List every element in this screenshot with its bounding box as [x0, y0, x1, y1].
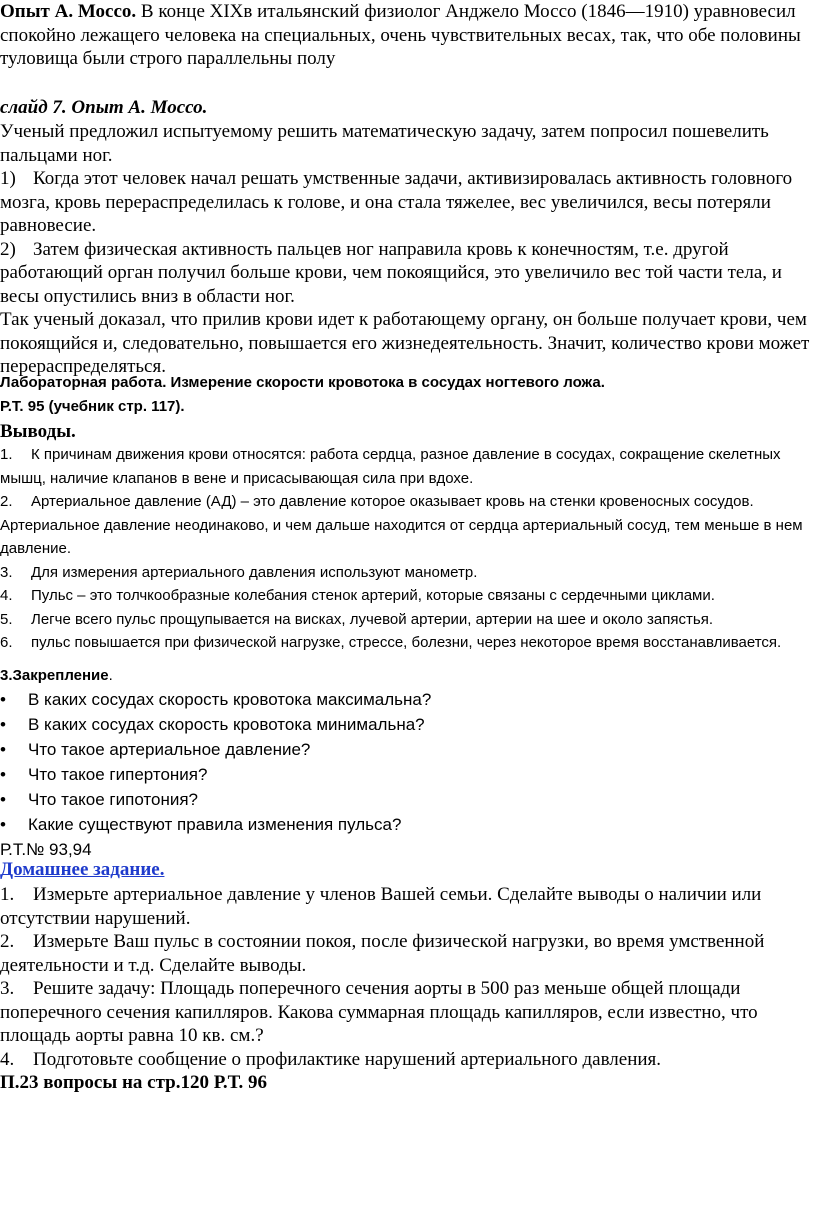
consolidation-title-suffix: . [108, 667, 113, 684]
question-item [0, 687, 812, 712]
consolidation-title: 3.Закрепление [0, 667, 109, 684]
conclusion-number: 6. [0, 634, 13, 651]
homework-text: Решите задачу: Площадь поперечного сечения аорты в 500 раз меньше общей площади поперечного сечения капилляров. Какова суммарная площадь капилляров, если известно, что площадь аорты равна 10 кв. см.? [0, 978, 758, 1046]
slide-item-number: 2) [0, 238, 16, 260]
slide-title: слайд 7. Опыт А. Моссо. [0, 97, 208, 118]
homework-footer: П.23 вопросы на стр.120 Р.Т. 96 [0, 1072, 267, 1093]
workbook-reference: Р.Т.№ 93,94 [0, 840, 92, 859]
conclusion-item [0, 631, 812, 655]
question-item [0, 737, 812, 762]
homework-number: 1. [0, 884, 15, 905]
lab-title: Лабораторная работа. Измерение скорости кровотока в сосудах ногтевого ложа. [0, 374, 605, 391]
intro-text: В конце XIXв итальянский физиолог Анджело Моссо (1846—1910) уравновесил спокойно лежащего человека на специальных, очень чувствительных весах, так, что обе половины туловища были строго параллельны полу [0, 1, 801, 69]
conclusion-item [0, 561, 812, 585]
question-text: В каких сосудах скорость кровотока минимальна? [28, 715, 425, 734]
question-text: Что такое артериальное давление? [28, 740, 311, 759]
slide-item-text: Когда этот человек начал решать умственные задачи, активизировалась активность головного мозга, кровь перераспределилась к голове, и она стала тяжелее, вес увеличился, весы потеряли равновесие. [0, 168, 793, 236]
conclusion-text: Пульс – это толчкообразные колебания стенок артерий, которые связаны с сердечными циклами. [31, 587, 715, 604]
conclusion-number: 4. [0, 587, 13, 604]
slide-item [0, 167, 812, 238]
conclusion-number: 1. [0, 446, 13, 463]
homework-text: Измерьте Ваш пульс в состоянии покоя, после физической нагрузки, во время умственной деятельности и т.д. Сделайте выводы. [0, 931, 765, 976]
homework-number: 2. [0, 931, 15, 952]
conclusion-number: 3. [0, 563, 13, 581]
bullet-icon: • [0, 815, 6, 834]
homework-text: Подготовьте сообщение о профилактике нарушений артериального давления. [33, 1048, 662, 1070]
consolidation-questions [0, 687, 812, 862]
bullet-icon: • [0, 715, 6, 734]
question-text: В каких сосудах скорость кровотока максимальна? [28, 690, 432, 709]
question-text: Какие существуют правила изменения пульса? [28, 815, 402, 834]
slide-item [0, 238, 812, 309]
conclusion-item [0, 584, 812, 608]
homework-title-text[interactable]: Домашнее задание. [0, 859, 165, 880]
question-item [0, 712, 812, 737]
homework-item [0, 930, 812, 977]
slide-lead: Ученый предложил испытуемому решить математическую задачу, затем попросил пошевелить пальцами ног. [0, 121, 769, 166]
slide-conclusion: Так ученый доказал, что прилив крови идет к работающему органу, он больше получает крови, чем покоящийся и, следовательно, повышается его жизнедеятельность. Значит, количество крови может перераспределяться. [0, 309, 810, 377]
conclusion-text: Для измерения артериального давления используют манометр. [31, 563, 478, 581]
conclusion-text: Легче всего пульс прощупывается на висках, лучевой артерии, артерии на шее и около запястья. [31, 610, 713, 628]
conclusion-text: пульс повышается при физической нагрузке, стрессе, болезни, через некоторое время восстанавливается. [31, 634, 782, 651]
question-text: Что такое гипертония? [28, 765, 208, 784]
question-item [0, 812, 812, 837]
homework-list [0, 883, 812, 1095]
homework-number: 3. [0, 978, 15, 999]
question-text: Что такое гипотония? [28, 790, 198, 809]
lab-section [0, 371, 812, 418]
bullet-icon: • [0, 690, 6, 709]
bullet-icon: • [0, 790, 6, 809]
bullet-icon: • [0, 765, 6, 784]
lab-workbook: Р.Т. 95 (учебник стр. 117). [0, 397, 185, 415]
conclusion-number: 2. [0, 493, 13, 510]
intro-paragraph [0, 0, 812, 71]
bullet-icon: • [0, 740, 6, 759]
question-item [0, 762, 812, 787]
homework-number: 4. [0, 1048, 15, 1070]
homework-item [0, 977, 812, 1048]
conclusion-number: 5. [0, 610, 13, 628]
homework-title[interactable] [0, 858, 812, 882]
consolidation-heading [0, 664, 812, 688]
homework-text: Измерьте артериальное давление у членов Вашей семьи. Сделайте выводы о наличии или отсутствии нарушений. [0, 884, 762, 929]
conclusion-item [0, 490, 812, 561]
homework-item [0, 883, 812, 930]
conclusion-item [0, 608, 812, 632]
conclusion-text: Артериальное давление (АД) – это давление которое оказывает кровь на стенки кровеносных сосудов. Артериальное давление неодинаково, и чем дальше находится от сердца артериальный сосуд, тем меньше в нем давление. [0, 493, 803, 557]
intro-title: Опыт А. Моссо. [0, 1, 137, 22]
conclusion-text: К причинам движения крови относятся: работа сердца, разное давление в сосудах, сокращение скелетных мышц, наличие клапанов в вене и присасывающая сила при вдохе. [0, 446, 781, 487]
conclusion-item [0, 443, 812, 490]
conclusions-title: Выводы. [0, 421, 76, 442]
question-item [0, 787, 812, 812]
homework-item [0, 1048, 812, 1072]
conclusions-list [0, 443, 812, 655]
slide-item-text: Затем физическая активность пальцев ног направила кровь к конечностям, т.е. другой работающий орган получил больше крови, чем покоящийся, это увеличило вес той части тела, и весы опустились вниз в области ног. [0, 238, 782, 307]
slide-section [0, 120, 812, 379]
slide-item-number: 1) [0, 168, 16, 189]
